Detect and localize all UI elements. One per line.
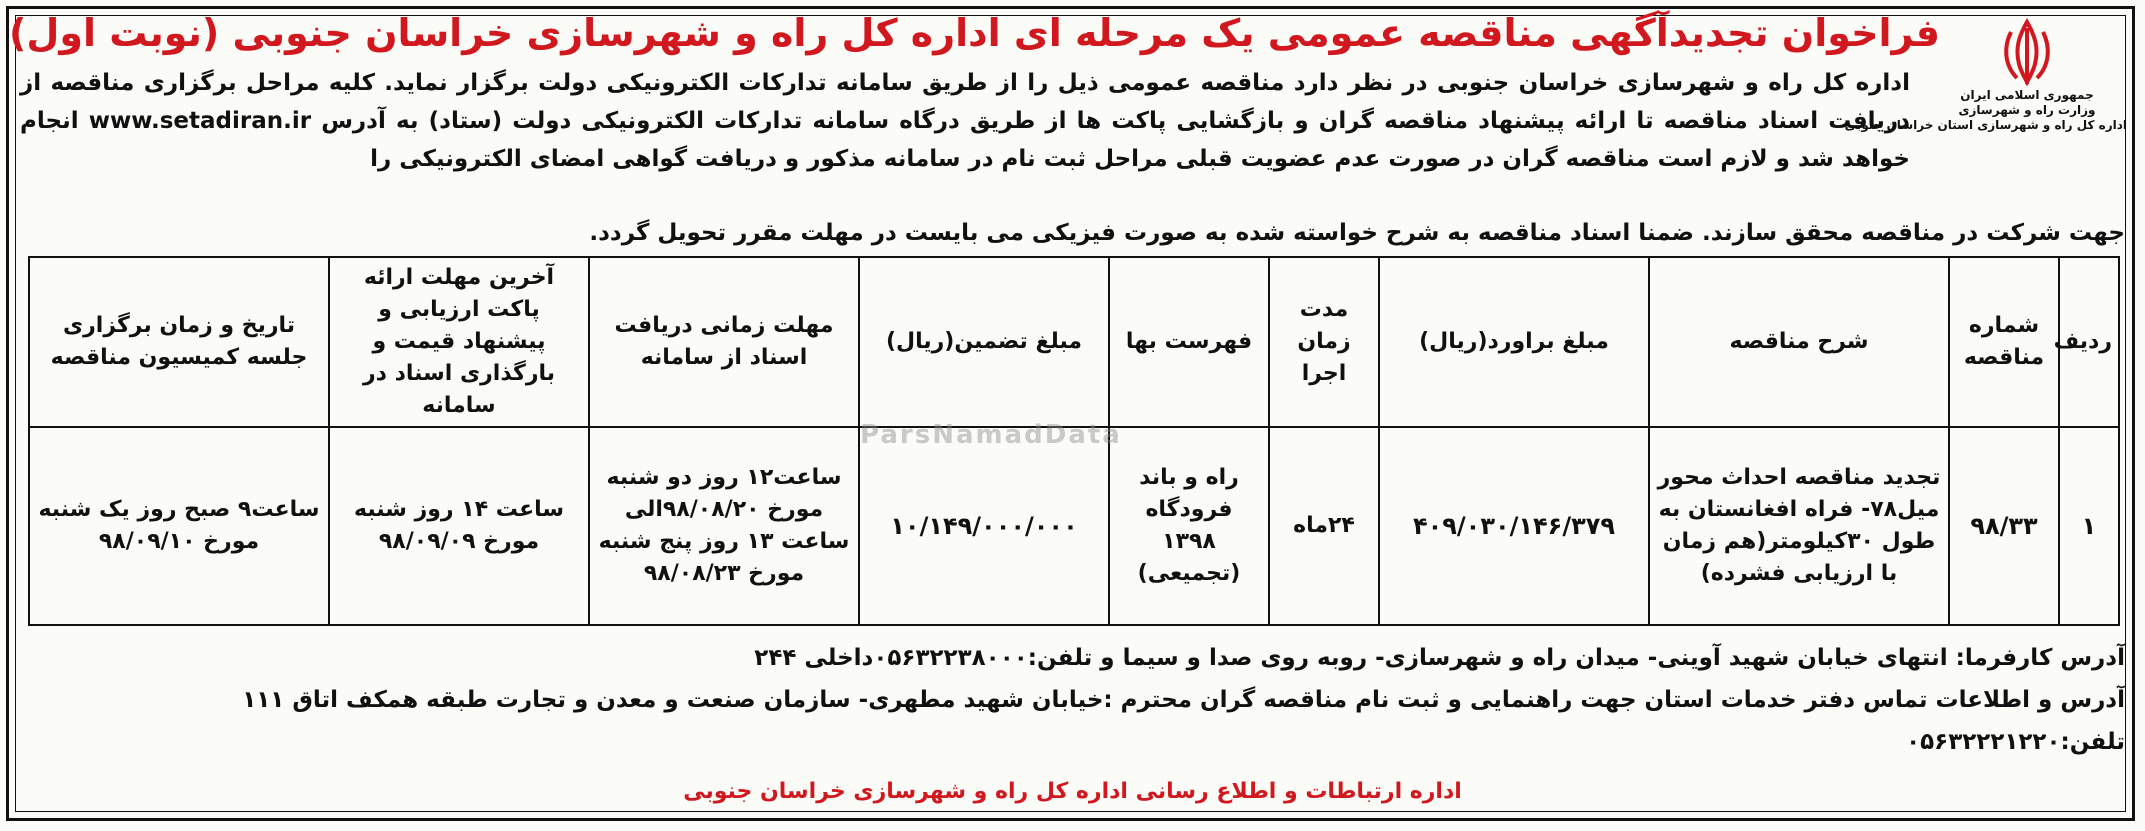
header-duration: مدت زمان اجرا <box>1269 257 1379 427</box>
emblem-line-2: وزارت راه و شهرسازی <box>1958 103 2096 117</box>
header-commission: تاریخ و زمان برگزاری جلسه کمیسیون مناقصه <box>29 257 329 427</box>
header-guarantee: مبلغ تضمین(ریال) <box>859 257 1109 427</box>
table-header-row <box>29 257 2119 427</box>
cell-price-list: راه و باند فرودگاه ۱۳۹۸ (تجمیعی) <box>1109 427 1269 625</box>
header-row-index: ردیف <box>2059 257 2119 427</box>
header-deadline: آخرین مهلت ارائه پاکت ارزیابی و پیشنهاد قیمت و بارگذاری اسناد در سامانه <box>329 257 589 427</box>
office-phone: تلفن:۰۵۶۳۲۲۲۱۲۲۰ <box>1906 729 2125 755</box>
intro-paragraph: اداره کل راه و شهرسازی خراسان جنوبی در نظر دارد مناقصه عمومی ذیل را از طریق سامانه تدارکات الکترونیکی دولت برگزار نماید. کلیه مراحل برگزاری مناقصه از دریافت اسناد مناقصه تا ارائه پیشنهاد مناقصه گران و بازگشایی پاکت ها از طریق درگاه سامانه تدارکات الکترونیکی دولت (ستاد) به آدرس www.setadiran.ir انجام خواهد شد و لازم است مناقصه گران در صورت عدم عضویت قبلی مراحل ثبت نام در سامانه مذکور و دریافت گواهی امضای الکترونیکی را <box>20 70 1910 172</box>
employer-address: آدرس کارفرما: انتهای خیابان شهید آوینی- میدان راه و شهرسازی- روبه روی صدا و سیما و تلفن:۰۵۶۳۲۲۳۸۰۰۰داخلی ۲۴۴ <box>754 645 2125 671</box>
cell-duration: ۲۴ماه <box>1269 427 1379 625</box>
header-doc-period: مهلت زمانی دریافت اسناد از سامانه <box>589 257 859 427</box>
table-row <box>29 427 2119 625</box>
notice-title: فراخوان تجدیدآگهی مناقصه عمومی یک مرحله ای اداره کل راه و شهرسازی خراسان جنوبی (نوبت اول) <box>9 11 1940 55</box>
cell-tender-number: ۹۸/۳۳ <box>1949 427 2059 625</box>
intro-last-line: جهت شرکت در مناقصه محقق سازند. ضمنا اسناد مناقصه به شرح خواسته شده به صورت فیزیکی می بایست در مهلت مقرر تحویل گردد. <box>589 220 2125 246</box>
ministry-emblem <box>1844 18 2127 148</box>
iran-emblem-icon <box>1997 18 2057 88</box>
cell-row-index: ۱ <box>2059 427 2119 625</box>
cell-deadline: ساعت ۱۴ روز شنبه مورخ ۹۸/۰۹/۰۹ <box>329 427 589 625</box>
cell-estimate: ۴۰۹/۰۳۰/۱۴۶/۳۷۹ <box>1379 427 1649 625</box>
cell-doc-period: ساعت۱۲ روز دو شنبه مورخ ۹۸/۰۸/۲۰الی ساعت ۱۳ روز پنج شنبه مورخ ۹۸/۰۸/۲۳ <box>589 427 859 625</box>
watermark-text: ParsNamadData <box>860 420 1122 450</box>
office-address: آدرس و اطلاعات تماس دفتر خدمات استان جهت راهنمایی و ثبت نام مناقصه گران محترم :خیابان شهید مطهری- سازمان صنعت و معدن و تجارت طبقه همکف اتاق ۱۱۱ <box>242 687 2125 713</box>
header-description: شرح مناقصه <box>1649 257 1949 427</box>
emblem-line-3: اداره کل راه و شهرسازی استان خراسان جنوبی <box>1844 118 2127 132</box>
header-estimate: مبلغ براورد(ریال) <box>1379 257 1649 427</box>
cell-commission: ساعت۹ صبح روز یک شنبه مورخ ۹۸/۰۹/۱۰ <box>29 427 329 625</box>
footer-publisher: اداره ارتباطات و اطلاع رسانی اداره کل راه و شهرسازی خراسان جنوبی <box>683 779 1462 804</box>
header-price-list: فهرست بها <box>1109 257 1269 427</box>
header-tender-number: شماره مناقصه <box>1949 257 2059 427</box>
emblem-line-1: جمهوری اسلامی ایران <box>1960 88 2094 102</box>
cell-guarantee: ۱۰/۱۴۹/۰۰۰/۰۰۰ <box>859 427 1109 625</box>
cell-description: تجدید مناقصه احداث محور میل۷۸- فراه افغانستان به طول ۳۰کیلومتر(هم زمان با ارزیابی فشرده) <box>1649 427 1949 625</box>
